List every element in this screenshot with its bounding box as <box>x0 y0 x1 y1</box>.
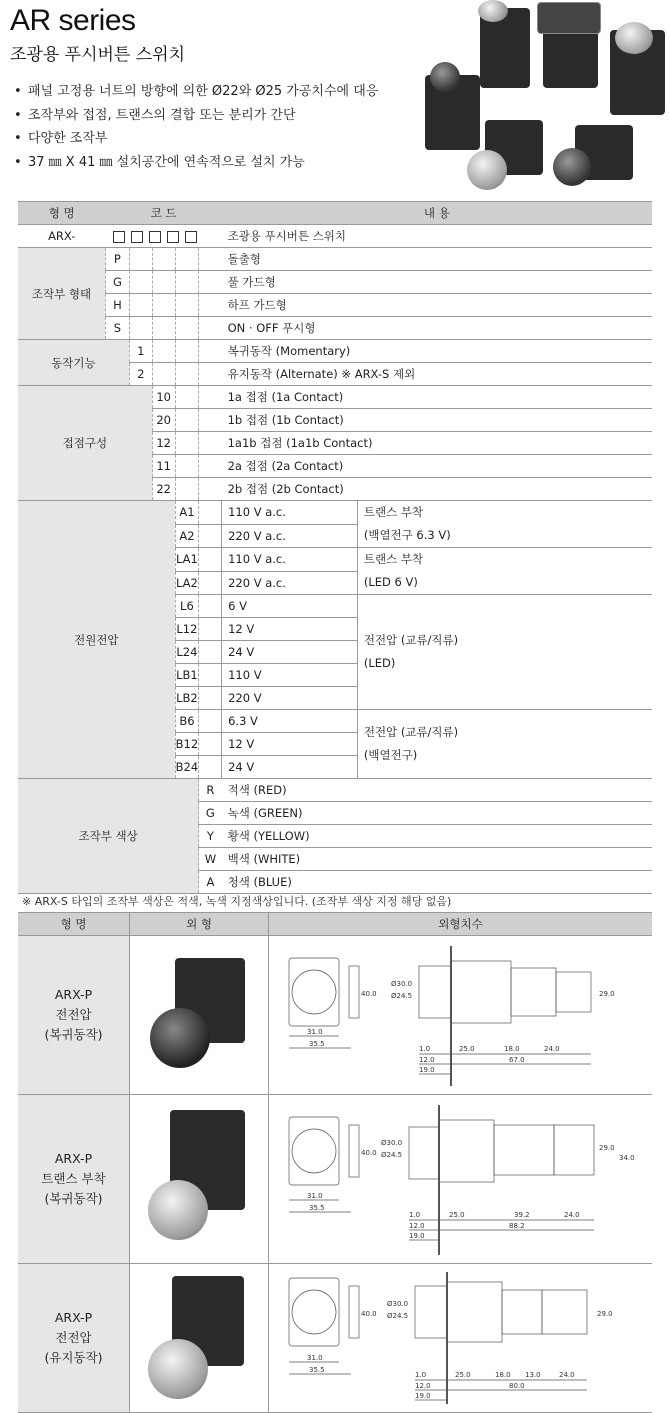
code-desc: 황색 (YELLOW) <box>222 825 652 848</box>
code-table <box>18 201 652 894</box>
code-desc: 1a1b 접점 (1a1b Contact) <box>222 432 652 455</box>
voltage-label: 전원전압 <box>18 501 175 779</box>
svg-text:24.0: 24.0 <box>559 1371 575 1379</box>
header-content: 내 용 <box>222 202 652 225</box>
dimension-drawing <box>269 1095 653 1264</box>
code-desc: 24 V <box>222 641 358 664</box>
code-value: L12 <box>175 618 199 641</box>
svg-text:25.0: 25.0 <box>449 1211 465 1219</box>
svg-text:Ø24.5: Ø24.5 <box>387 1312 409 1320</box>
code-value: LA1 <box>175 548 199 572</box>
svg-text:13.0: 13.0 <box>525 1371 541 1379</box>
color-label: 조작부 색상 <box>18 779 199 894</box>
voltage-note: 전전압 (교류/직류) (백열전구) <box>357 710 652 779</box>
dimension-table <box>18 912 652 1413</box>
code-desc: 12 V <box>222 733 358 756</box>
svg-text:34.0: 34.0 <box>619 1154 635 1162</box>
code-value: B6 <box>175 710 199 733</box>
page-subtitle: 조광용 푸시버튼 스위치 <box>10 45 186 65</box>
svg-text:29.0: 29.0 <box>599 1144 615 1152</box>
svg-text:24.0: 24.0 <box>564 1211 580 1219</box>
feature-item: • 패널 고정용 너트의 방향에 의한 Ø22와 Ø25 가공치수에 대응 <box>14 80 378 104</box>
svg-text:25.0: 25.0 <box>455 1371 471 1379</box>
code-desc: 하프 가드형 <box>222 294 652 317</box>
code-value: 22 <box>152 478 175 501</box>
code-value: P <box>105 248 129 271</box>
code-value: B24 <box>175 756 199 779</box>
code-value: 11 <box>152 455 175 478</box>
action-label: 동작기능 <box>18 340 129 386</box>
dimension-drawing-svg <box>269 936 652 1094</box>
code-value: S <box>105 317 129 340</box>
model-label: ARX- <box>18 225 105 248</box>
feature-item: • 조작부와 접점, 트랜스의 결합 또는 분리가 간단 <box>14 104 378 128</box>
product-image <box>130 1095 269 1264</box>
voltage-note: 트랜스 부착 (백열전구 6.3 V) <box>357 501 652 548</box>
code-value: LA2 <box>175 571 199 595</box>
svg-text:39.2: 39.2 <box>514 1211 530 1219</box>
svg-text:88.2: 88.2 <box>509 1222 525 1230</box>
code-value: B12 <box>175 733 199 756</box>
code-boxes <box>105 225 221 248</box>
code-value: W <box>199 848 222 871</box>
code-desc: 복귀동작 (Momentary) <box>222 340 652 363</box>
svg-text:19.0: 19.0 <box>419 1066 435 1074</box>
code-desc: 풀 가드형 <box>222 271 652 294</box>
svg-text:Ø30.0: Ø30.0 <box>387 1300 409 1308</box>
code-desc: 6 V <box>222 595 358 618</box>
code-desc: 12 V <box>222 618 358 641</box>
code-desc: 1b 접점 (1b Contact) <box>222 409 652 432</box>
code-value: R <box>199 779 222 802</box>
dimension-drawing <box>269 1264 653 1413</box>
code-desc: 220 V a.c. <box>222 524 358 548</box>
svg-text:19.0: 19.0 <box>409 1232 425 1240</box>
code-value: A1 <box>175 501 199 525</box>
svg-text:12.0: 12.0 <box>415 1382 431 1390</box>
dim-row <box>18 1264 652 1413</box>
svg-text:25.0: 25.0 <box>459 1045 475 1053</box>
code-value: H <box>105 294 129 317</box>
code-desc: 유지동작 (Alternate) ※ ARX-S 제외 <box>222 363 652 386</box>
feature-item: • 다양한 조작부 <box>14 127 378 151</box>
voltage-note: 전전압 (교류/직류) (LED) <box>357 595 652 710</box>
svg-text:35.5: 35.5 <box>309 1366 325 1374</box>
code-value: Y <box>199 825 222 848</box>
code-desc: 돌출형 <box>222 248 652 271</box>
svg-text:35.5: 35.5 <box>309 1204 325 1212</box>
code-desc: 청색 (BLUE) <box>222 871 652 894</box>
svg-text:1.0: 1.0 <box>419 1045 431 1053</box>
code-desc: 110 V a.c. <box>222 548 358 572</box>
svg-text:29.0: 29.0 <box>599 990 615 998</box>
svg-text:40.0: 40.0 <box>361 990 377 998</box>
code-desc: 24 V <box>222 756 358 779</box>
code-desc: 2a 접점 (2a Contact) <box>222 455 652 478</box>
code-desc: 6.3 V <box>222 710 358 733</box>
svg-text:29.0: 29.0 <box>597 1310 613 1318</box>
code-desc: 220 V a.c. <box>222 571 358 595</box>
code-value: A2 <box>175 524 199 548</box>
product-image <box>130 1264 269 1413</box>
code-value: L24 <box>175 641 199 664</box>
op-type-label: 조작부 형태 <box>18 248 105 340</box>
header-appearance: 외 형 <box>130 913 269 936</box>
svg-text:1.0: 1.0 <box>409 1211 421 1219</box>
header-code: 코 드 <box>105 202 221 225</box>
feature-list <box>14 80 378 174</box>
code-value: 20 <box>152 409 175 432</box>
svg-text:31.0: 31.0 <box>307 1028 323 1036</box>
code-desc: 녹색 (GREEN) <box>222 802 652 825</box>
svg-text:Ø24.5: Ø24.5 <box>381 1151 403 1159</box>
product-photo <box>425 0 670 195</box>
header-type: 형 명 <box>18 913 130 936</box>
code-desc: 110 V a.c. <box>222 501 358 525</box>
dimension-drawing-svg <box>269 1095 652 1263</box>
svg-text:Ø30.0: Ø30.0 <box>381 1139 403 1147</box>
svg-text:31.0: 31.0 <box>307 1192 323 1200</box>
code-value: LB1 <box>175 664 199 687</box>
contact-label: 접점구성 <box>18 386 152 501</box>
color-note: ※ ARX-S 타입의 조작부 색상은 적색, 녹색 지정색상입니다. (조작부 색상 지정 해당 없음) <box>22 895 452 908</box>
model-name: ARX-P 전전압 (복귀동작) <box>18 936 130 1095</box>
code-value: 2 <box>129 363 152 386</box>
svg-text:1.0: 1.0 <box>415 1371 427 1379</box>
header-type: 형 명 <box>18 202 105 225</box>
code-desc: ON · OFF 푸시형 <box>222 317 652 340</box>
svg-text:12.0: 12.0 <box>419 1056 435 1064</box>
code-desc: 적색 (RED) <box>222 779 652 802</box>
model-name: ARX-P 트랜스 부착 (복귀동작) <box>18 1095 130 1264</box>
code-value: 1 <box>129 340 152 363</box>
dimension-drawing-svg <box>269 1264 652 1412</box>
model-name: ARX-P 전전압 (유지동작) <box>18 1264 130 1413</box>
svg-text:80.0: 80.0 <box>509 1382 525 1390</box>
svg-text:35.5: 35.5 <box>309 1040 325 1048</box>
code-desc: 백색 (WHITE) <box>222 848 652 871</box>
page-title: AR series <box>10 4 136 37</box>
feature-item: • 37 ㎜ X 41 ㎜ 설치공간에 연속적으로 설치 가능 <box>14 151 378 175</box>
code-desc: 110 V <box>222 664 358 687</box>
code-desc: 220 V <box>222 687 358 710</box>
svg-text:18.0: 18.0 <box>504 1045 520 1053</box>
dim-row <box>18 1095 652 1264</box>
svg-text:19.0: 19.0 <box>415 1392 431 1400</box>
svg-text:67.0: 67.0 <box>509 1056 525 1064</box>
svg-text:12.0: 12.0 <box>409 1222 425 1230</box>
svg-text:18.0: 18.0 <box>495 1371 511 1379</box>
svg-text:Ø24.5: Ø24.5 <box>391 992 413 1000</box>
svg-text:31.0: 31.0 <box>307 1354 323 1362</box>
dim-row <box>18 936 652 1095</box>
code-value: G <box>199 802 222 825</box>
svg-text:40.0: 40.0 <box>361 1149 377 1157</box>
voltage-note: 트랜스 부착 (LED 6 V) <box>357 548 652 595</box>
code-value: G <box>105 271 129 294</box>
product-image <box>130 936 269 1095</box>
dimension-drawing <box>269 936 653 1095</box>
code-desc: 1a 접점 (1a Contact) <box>222 386 652 409</box>
svg-text:Ø30.0: Ø30.0 <box>391 980 413 988</box>
code-value: 10 <box>152 386 175 409</box>
header-dimensions: 외형치수 <box>269 913 653 936</box>
code-desc: 2b 접점 (2b Contact) <box>222 478 652 501</box>
svg-text:40.0: 40.0 <box>361 1310 377 1318</box>
code-value: LB2 <box>175 687 199 710</box>
code-value: 12 <box>152 432 175 455</box>
code-value: L6 <box>175 595 199 618</box>
model-desc: 조광용 푸시버튼 스위치 <box>222 225 652 248</box>
svg-text:24.0: 24.0 <box>544 1045 560 1053</box>
code-value: A <box>199 871 222 894</box>
